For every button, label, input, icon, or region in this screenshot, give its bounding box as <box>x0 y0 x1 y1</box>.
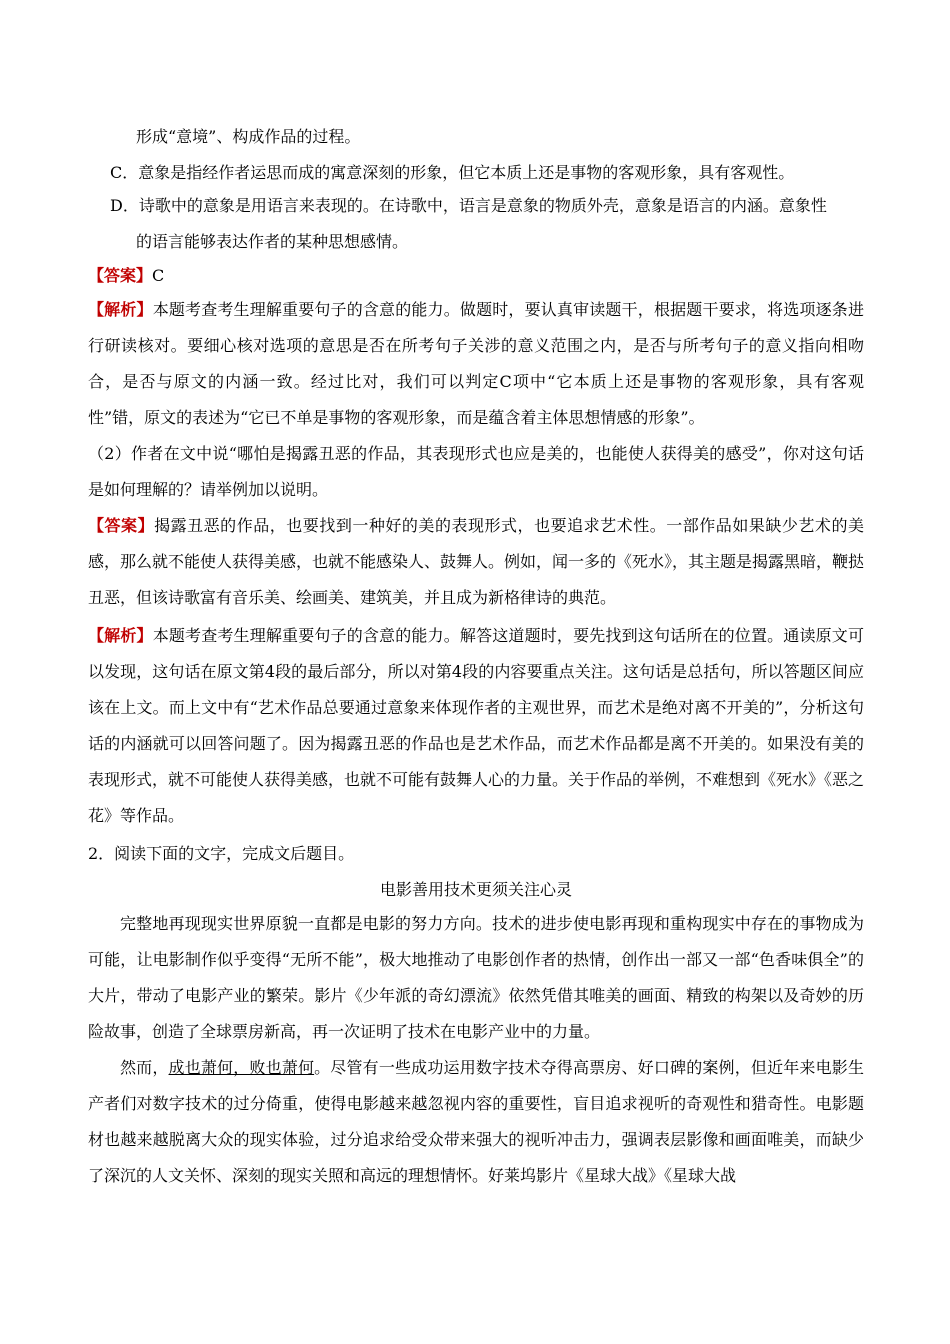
q2-analysis <box>88 618 864 834</box>
q2-question: （2）作者在文中说“哪怕是揭露丑恶的作品，其表现形式也应是美的，也能使人获得美的感受”，你对这句话是如何理解的？请举例加以说明。 <box>88 444 864 499</box>
section2-instruction: 2．阅读下面的文字，完成文后题目。 <box>88 844 355 863</box>
option-c: C．意象是指经作者运思而成的寓意深刻的形象，但它本质上还是事物的客观形象，具有客观性。 <box>110 163 795 182</box>
article-paragraph-2 <box>88 1050 864 1194</box>
analysis-tag: 【解析】 <box>88 626 153 645</box>
analysis-tag: 【解析】 <box>88 300 153 319</box>
q2-analysis-text: 本题考查考生理解重要句子的含意的能力。解答这道题时，要先找到这句话所在的位置。通读原文可以发现，这句话在原文第4段的最后部分，所以对第4段的内容要重点关注。这句话是总括句，所以答题区间应该在上文。而上文中有“艺术作品总要通过意象来体现作者的主观世界，而艺术是绝对离不开美的”，分析这句话的内涵就可以回答问题了。因为揭露丑恶的作品也是艺术作品，而艺术作品都是离不开美的。如果没有美的表现形式，就不可能使人获得美感，也就不可能有鼓舞人心的力量。关于作品的举例，不难想到《死水》《恶之花》等作品。 <box>88 626 865 825</box>
article-title: 电影善用技术更须关注心灵 <box>379 880 572 899</box>
option-d-line1: D．诗歌中的意象是用语言来表现的。在诗歌中，语言是意象的物质外壳，意象是语言的内涵。意象性 <box>110 196 827 215</box>
article-paragraph-1: 完整地再现现实世界原貌一直都是电影的努力方向。技术的进步使电影再现和重构现实中存在的事物成为可能，让电影制作似乎变得“无所不能”，极大地推动了电影创作者的热情，创作出一部又一部“色香味俱全”的大片，带动了电影产业的繁荣。影片《少年派的奇幻漂流》依然凭借其唯美的画面、精致的构架以及奇妙的历险故事，创造了全球票房新高，再一次证明了技术在电影产业中的力量。 <box>88 914 864 1041</box>
answer-tag: 【答案】 <box>88 266 153 285</box>
option-b-continued: 形成“意境”、构成作品的过程。 <box>136 127 361 146</box>
q1-analysis <box>88 292 864 436</box>
p2-start: 然而， <box>120 1058 169 1077</box>
q1-answer-text: C <box>152 266 165 285</box>
option-d-line2: 的语言能够表达作者的某种思想感情。 <box>136 232 409 251</box>
p2-rest: 。尽管有一些成功运用数字技术夺得高票房、好口碑的案例，但近年来电影生产者们对数字技术的过分倚重，使得电影越来越忽视内容的重要性，盲目追求视听的奇观性和猎奇性。电影题材也越来越脱离大众的现实体验，过分追求给受众带来强大的视听冲击力，强调表层影像和画面唯美，而缺少了深沉的人文关怀、深刻的现实关照和高远的理想情怀。好莱坞影片《星球大战》《星球大战 <box>88 1058 864 1185</box>
q2-answer-text: 揭露丑恶的作品，也要找到一种好的美的表现形式，也要追求艺术性。一部作品如果缺少艺术的美感，那么就不能使人获得美感，也就不能感染人、鼓舞人。例如，闻一多的《死水》，其主题是揭露黑暗，鞭挞丑恶，但该诗歌富有音乐美、绘画美、建筑美，并且成为新格律诗的典范。 <box>88 516 865 607</box>
q1-answer <box>88 258 864 294</box>
underlined-phrase: 成也萧何，败也萧何 <box>168 1058 315 1077</box>
answer-tag: 【答案】 <box>88 516 155 535</box>
q2-answer <box>88 508 864 616</box>
q1-analysis-text: 本题考查考生理解重要句子的含意的能力。做题时，要认真审读题干，根据题干要求，将选项逐条进行研读核对。要细心核对选项的意思是否在所考句子关涉的意义范围之内，是否与所考句子的意义指向相吻合，是否与原文的内涵一致。经过比对，我们可以判定C项中“它本质上还是事物的客观形象，具有客观性”错，原文的表述为“它已不单是事物的客观形象，而是蕴含着主体思想情感的形象”。 <box>88 300 864 427</box>
